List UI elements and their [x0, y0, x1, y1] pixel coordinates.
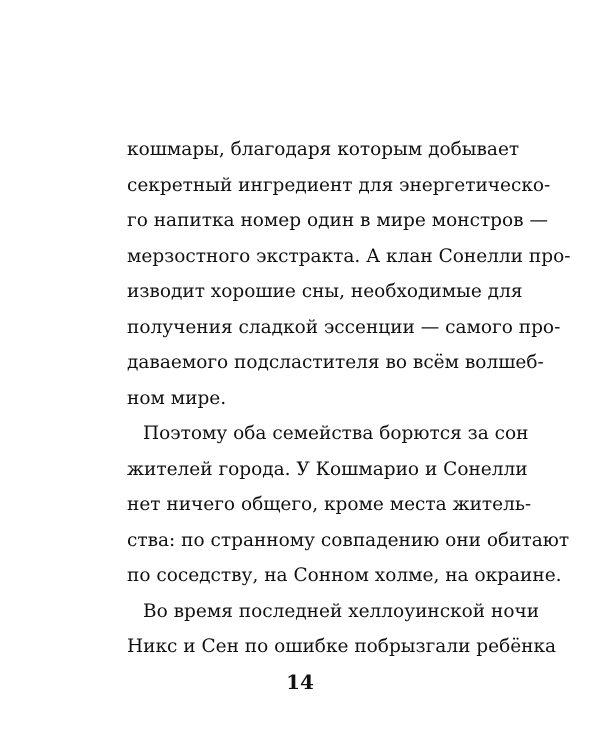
text-line: жителей города. У Кошмарио и Сонелли — [127, 458, 528, 480]
text-line: Во время последней хеллоуинской ночи — [143, 600, 540, 622]
text-line: мерзостного экстракта. А клан Сонелли про- — [127, 245, 571, 267]
page-number: 14 — [286, 670, 314, 694]
text-line: нет ничего общего, кроме места житель- — [127, 494, 532, 515]
text-line: кошмары, благодаря которым добывает — [127, 139, 520, 160]
text-line: ном мире. — [127, 387, 227, 409]
text-line: изводит хорошие сны, необходимые для — [127, 281, 523, 302]
text-line: даваемого подсластителя во всём волшеб- — [127, 352, 544, 373]
text-line: ства: по странному совпадению они обитают — [127, 529, 570, 551]
text-line: получения сладкой эссенции — самого про- — [127, 316, 561, 338]
text-line: Никс и Сен по ошибке побрызгали ребёнка — [127, 636, 557, 657]
text-line: по соседству, на Сонном холме, на окраине. — [127, 565, 562, 586]
body-text — [127, 132, 571, 665]
text-line: го напитка номер один в мире монстров — — [127, 210, 548, 231]
text-line: Поэтому оба семейства борются за сон — [143, 423, 529, 444]
text-line: секретный ингредиент для энергетическо- — [127, 174, 551, 196]
